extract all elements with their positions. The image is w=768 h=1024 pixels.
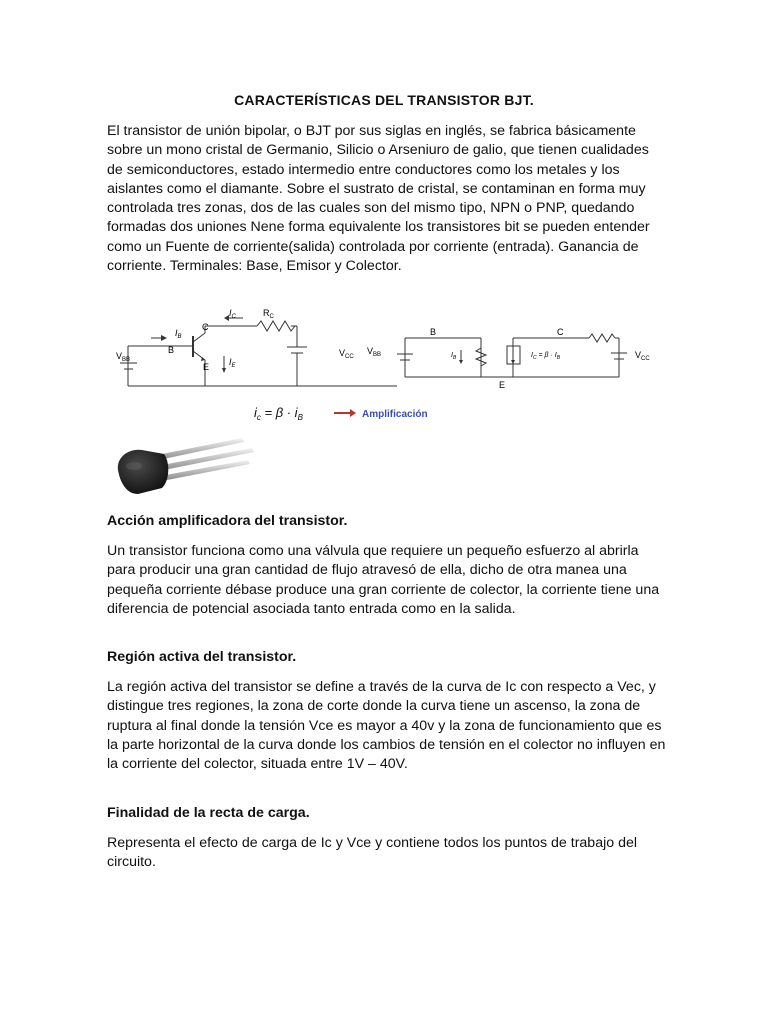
collector-label-left: C: [202, 322, 209, 332]
base-label-left: B: [168, 345, 175, 355]
document-title: CARACTERÍSTICAS DEL TRANSISTOR BJT.: [234, 92, 534, 108]
base-label-right: B: [430, 327, 437, 337]
gain-equation: [250, 402, 470, 424]
vbb-label-left: $V_{BB}$: [116, 351, 131, 363]
emitter-label-left: E: [203, 362, 210, 372]
ib-label-left: $I_B$: [175, 328, 182, 340]
vbb-label-right: $V_{BB}$: [367, 346, 382, 358]
rc-label-left: $R_C$: [263, 308, 274, 320]
emitter-label-right: E: [499, 380, 506, 390]
section-heading-amplificadora: Acción amplificadora del transistor.: [107, 513, 348, 529]
ic-equation-right: $I_C = \beta \cdot I_B$: [531, 352, 561, 361]
ib-label-right: $I_B$: [451, 352, 457, 361]
intro-paragraph: El transistor de unión bipolar, o BJT por sus siglas en inglés, se fabrica básicamente sobre un mono cristal de Germanio, Silicio o Arseniuro de galio, que tienen cualidades de semiconductores, estado intermedio entre conductores como los metales y los aislantes como el diamante. Sobre el sustrato de cristal, se contaminan en forma muy controlada tres zonas, dos de las cuales son del mismo tipo, NPN o PNP, quedando formadas dos uniones Nene forma equivalente los transistores bit se pueden entender como un Fuente de corriente(salida) controlada por corriente (entrada). Ganancia de corriente. Terminales: Base, Emisor y Colector.: [107, 123, 650, 275]
equation-text: $i_c = \beta \cdot i_B$: [254, 405, 303, 422]
section-body-recta-carga: Representa el efecto de carga de Ic y Vce y contiene todos los puntos de trabajo del circuito.: [107, 835, 638, 871]
bjt-circuit-figure: [105, 302, 665, 397]
vcc-label-right: $V_{CC}$: [635, 350, 650, 362]
section-body-region-activa: La región activa del transistor se define a través de la curva de Ic con respecto a Vec, y distingue tres regiones, la zona de corte donde la curva tiene un ascenso, la zona de ruptura al final donde la tensión Vce es mayor a 40v y la zona de funcionamiento que es la parte horizontal de la curva donde los cambios de tensión en el colector no influyen en la corriente del colector, situada entre 1V – 40V.: [107, 679, 666, 773]
section-heading-region-activa: Región activa del transistor.: [107, 649, 297, 665]
section-heading-recta-carga: Finalidad de la recta de carga.: [107, 805, 310, 821]
vcc-label-left: $V_{CC}$: [339, 348, 354, 360]
section-body-amplificadora: Un transistor funciona como una válvula que requiere un pequeño esfuerzo al abrirla para producir una gran cantidad de flujo atravesó de ella, dicho de otra manea una pequeña corriente débase produce una gran corriente de colector, la corriente tiene una diferencia de potencial asociada tanto entrada como en la salida.: [107, 543, 660, 617]
ic-label-left: $I_C$: [229, 308, 236, 320]
ie-label-left: $I_E$: [229, 357, 236, 369]
transistor-photo: [112, 436, 272, 500]
amplificacion-label: Amplificación: [362, 409, 428, 420]
arrow-icon: [350, 409, 356, 417]
transistor-body: [118, 450, 168, 494]
collector-label-right: C: [557, 327, 564, 337]
